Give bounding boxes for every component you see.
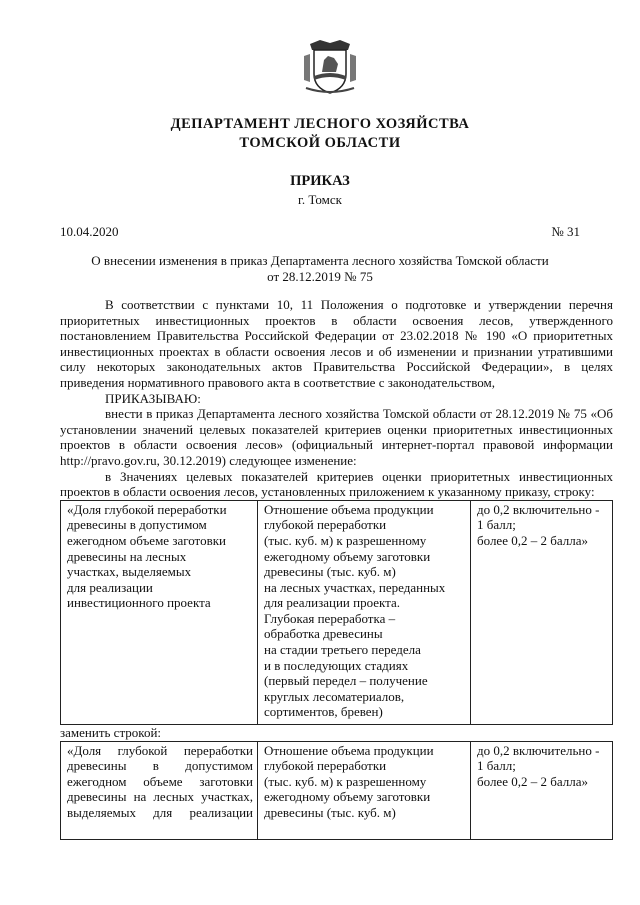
table2-definition-cell: Отношение объема продукции глубокой переработки (тыс. куб. м) к разрешенному ежегодному объему заготовки древесины (тыс. куб. м): [258, 741, 471, 839]
department-name-line2: ТОМСКОЙ ОБЛАСТИ: [239, 135, 401, 151]
subject-line1: О внесении изменения в приказ Департамента лесного хозяйства Томской области: [91, 253, 549, 268]
paragraph-amendment: внести в приказ Департамента лесного хозяйства Томской области от 28.12.2019 № 75 «Об установлении значений целевых показателей критериев оценки приоритетных инвестиционных проектов в области освоения лесов» (официальный интернет-портал правовой информации http://pravo.gov.ru, 30.12.2019) следующее изменение:: [60, 406, 613, 468]
table1-definition-cell: Отношение объема продукции глубокой переработки (тыс. куб. м) к разрешенному ежегодному объему заготовки древесины (тыс. куб. м) на лесных участках, переданных для реализации проекта. Глубокая переработка – обработка древесины на стадии третьего передела и в последующих стадиях (первый передел – получение круглых лесоматериалов, сортиментов, бревен): [258, 500, 471, 724]
department-name-line1: ДЕПАРТАМЕНТ ЛЕСНОГО ХОЗЯЙСТВА: [170, 116, 470, 132]
subject-line2: от 28.12.2019 № 75: [267, 269, 373, 284]
original-row-table: [60, 500, 613, 725]
table2-score-cell: до 0,2 включительно - 1 балл; более 0,2 – 2 балла»: [471, 741, 613, 839]
paragraph-order-word: ПРИКАЗЫВАЮ:: [105, 390, 201, 406]
document-subject: [60, 253, 580, 285]
city: г. Томск: [298, 192, 342, 207]
document-number: № 31: [551, 224, 580, 239]
paragraph-table-intro: в Значениях целевых показателей критериев оценки приоритетных инвестиционных проектов в области освоения лесов, установленных приложением к указанному приказу, строку:: [60, 468, 613, 500]
document-type: ПРИКАЗ: [290, 173, 350, 189]
replacement-row-table: [60, 741, 613, 840]
table1-score-cell: до 0,2 включительно - 1 балл; более 0,2 – 2 балла»: [471, 500, 613, 724]
table1-indicator-cell: «Доля глубокой переработки древесины в допустимом ежегодном объеме заготовки древесины на лесных участках, выделяемых для реализации инвестиционного проекта: [61, 500, 258, 724]
table2-indicator-cell: «Доля глубокой переработки древесины в допустимом ежегодном объеме заготовки древесины на лесных участках, выделяемых для реализации: [61, 741, 258, 839]
document-date: 10.04.2020: [60, 224, 119, 239]
tomsk-coat-of-arms-icon: [300, 36, 360, 96]
document-body: [60, 297, 613, 840]
paragraph-preamble: В соответствии с пунктами 10, 11 Положения о подготовке и утверждении перечня приоритетных инвестиционных проектов в области освоения лесов, утвержденного постановлением Правительства Российской Федерации от 23.02.2018 № 190 «О приоритетных инвестиционных проектах в области освоения лесов и об изменении и признании утратившими силу некоторых законодательных актов Правительства Российской Федерации», в целях приведения нормативного правового акта в соответствие с законодательством,: [60, 297, 613, 390]
replace-label: заменить строкой:: [60, 725, 162, 741]
